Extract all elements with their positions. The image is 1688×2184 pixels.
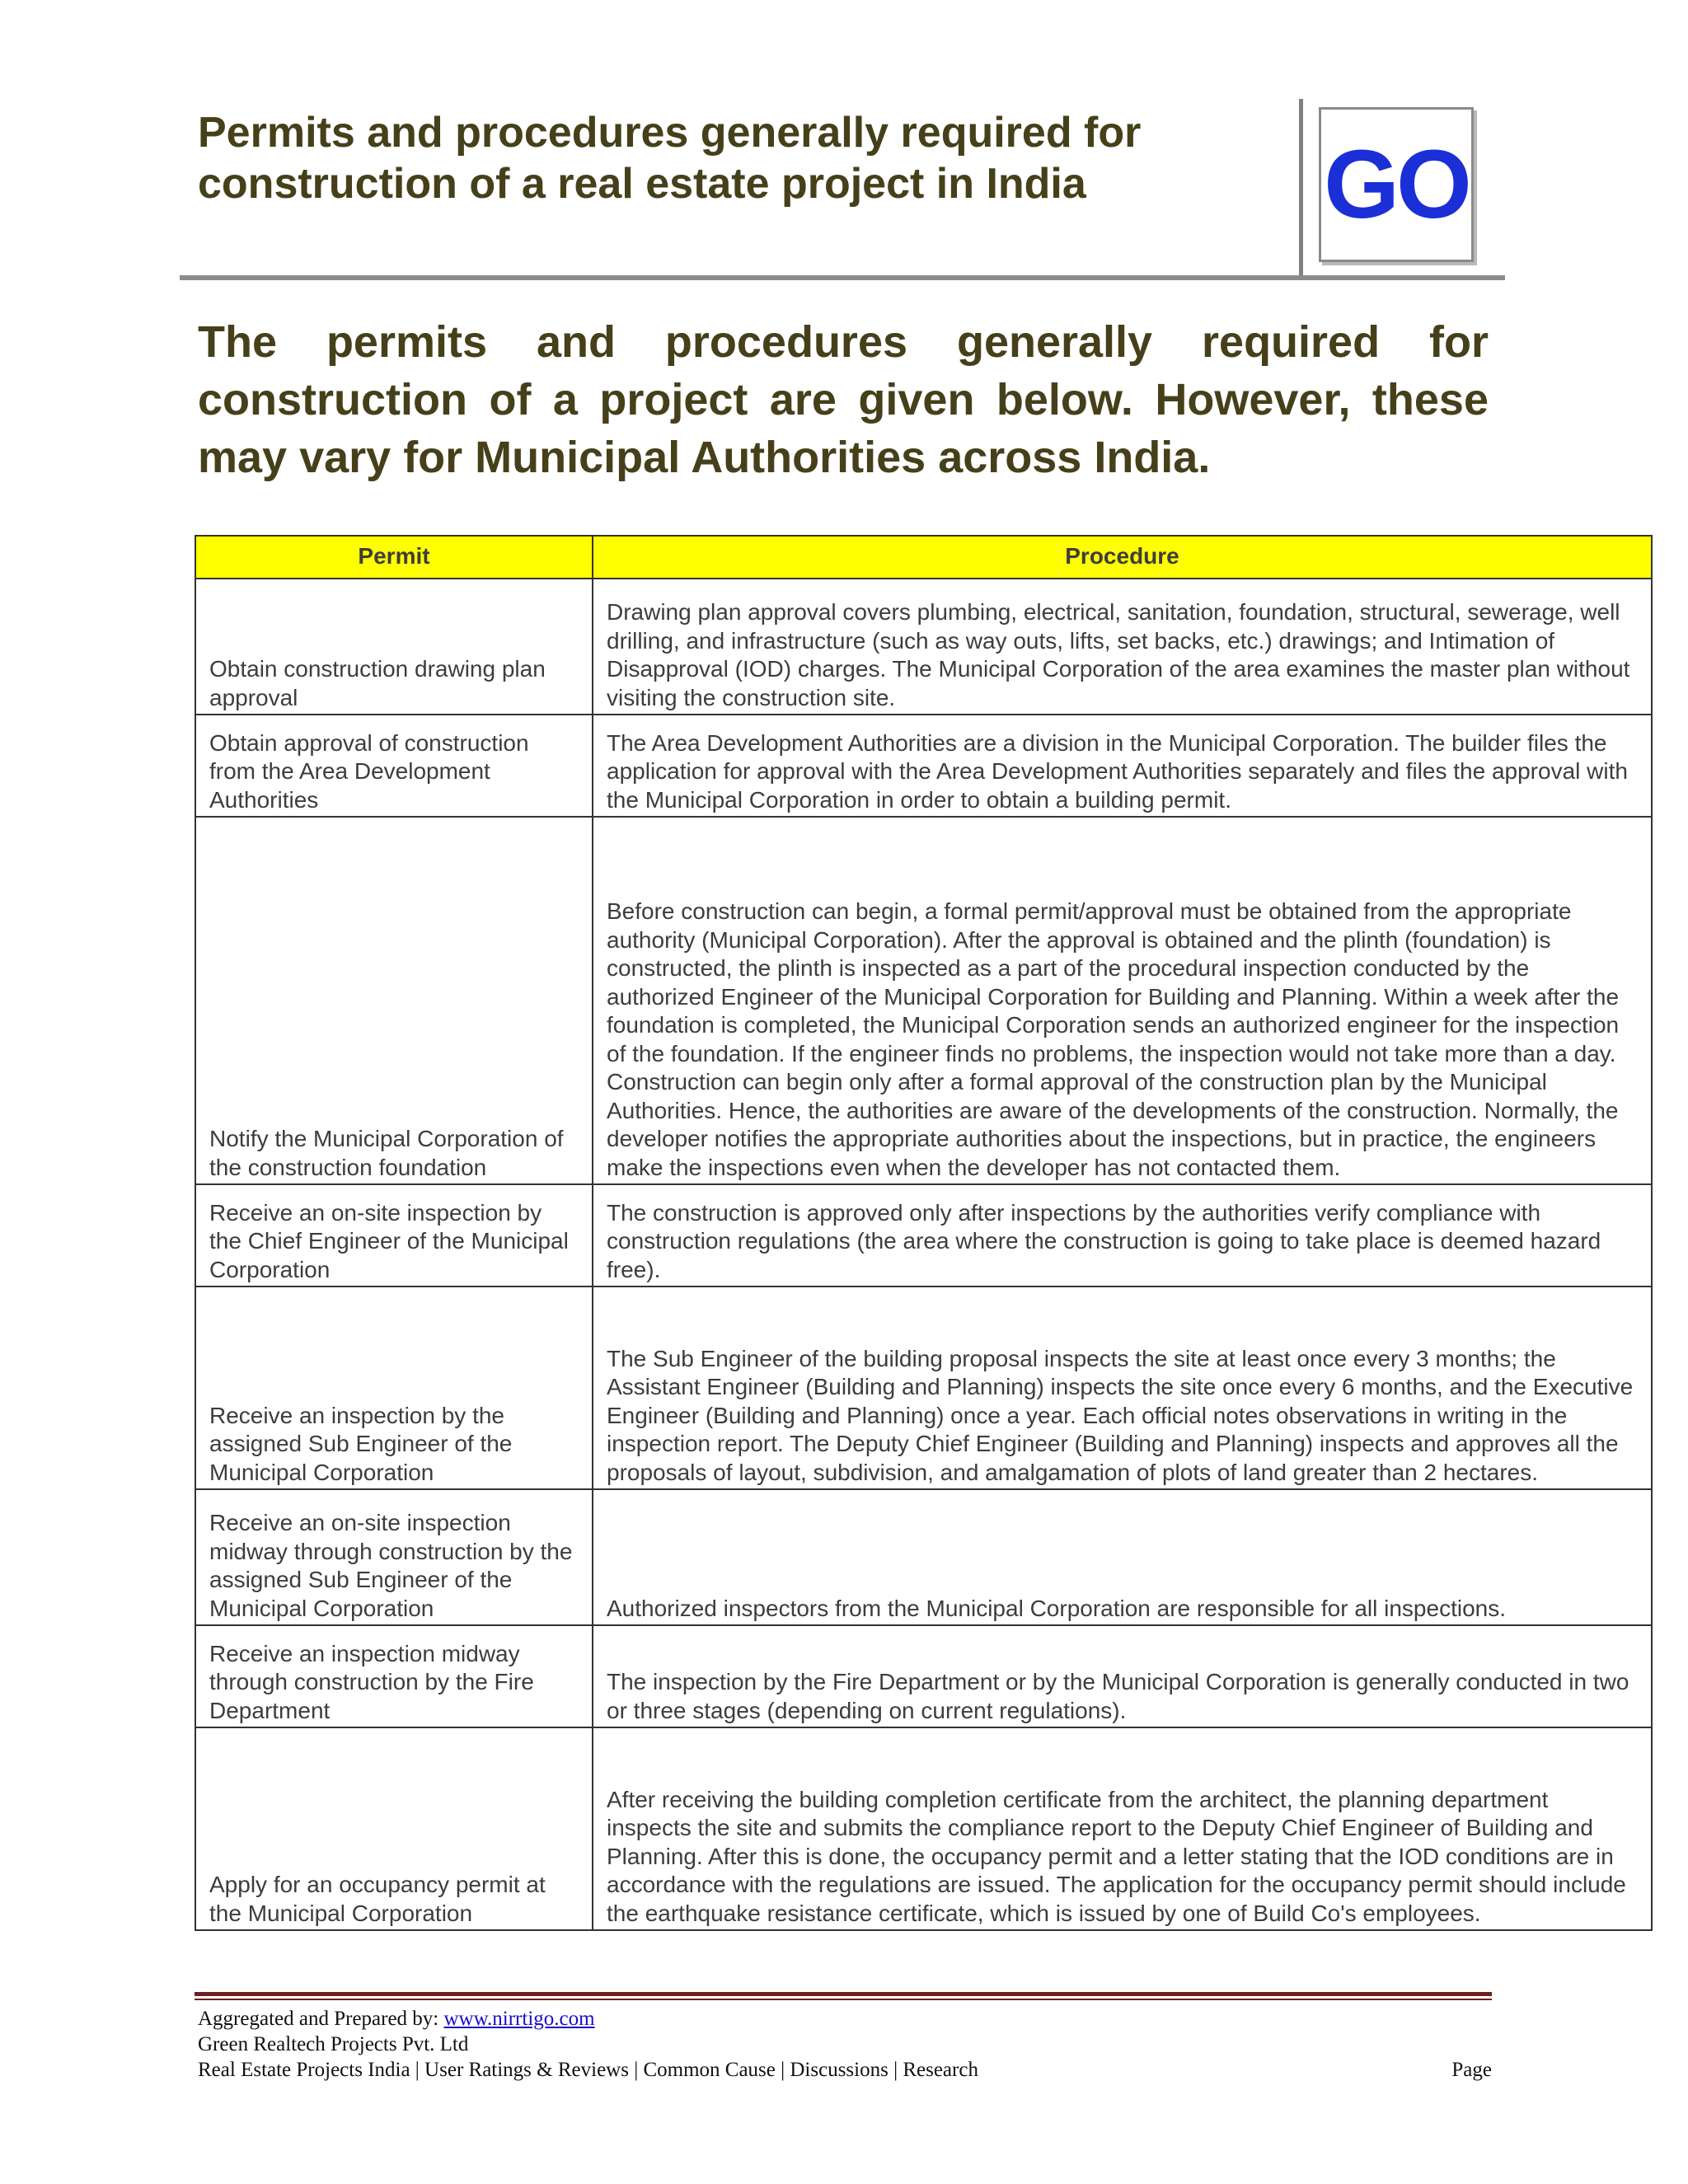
permit-cell: Receive an inspection by the assigned Sub Engineer of the Municipal Corporation: [195, 1286, 593, 1489]
procedure-cell: After receiving the building completion certificate from the architect, the planning department inspects the site and submits the compliance report to the Deputy Chief Engineer of Building and Planning. After this is done, the occupancy permit and a letter stating that the IOD conditions are in accordance with the regulations are issued. The application for the occupancy permit should include the earthquake resistance certificate, which is issued by one of Build Co's employees.: [593, 1727, 1652, 1930]
table-row: [195, 1286, 1652, 1489]
column-header-permit: Permit: [195, 536, 593, 579]
go-logo: [1319, 107, 1474, 262]
procedure-cell: The inspection by the Fire Department or by the Municipal Corporation is generally conducted in two or three stages (depending on current regulations).: [593, 1625, 1652, 1727]
table-row: [195, 715, 1652, 817]
table-row: [195, 1184, 1652, 1286]
header-rule: [180, 275, 1505, 280]
permit-cell: Receive an on-site inspection by the Chief Engineer of the Municipal Corporation: [195, 1184, 593, 1286]
title-line-2: construction of a real estate project in India: [198, 160, 1086, 208]
footer-prepared-by: [198, 2006, 1492, 2032]
permit-cell: Receive an on-site inspection midway through construction by the assigned Sub Engineer of the Municipal Corporation: [195, 1489, 593, 1625]
permit-cell: Notify the Municipal Corporation of the construction foundation: [195, 817, 593, 1184]
procedure-cell: The Area Development Authorities are a division in the Municipal Corporation. The builder files the application for approval with the Area Development Authorities separately and files the approval with the Municipal Corporation in order to obtain a building permit.: [593, 715, 1652, 817]
table-row: [195, 579, 1652, 715]
logo-text: GO: [1324, 130, 1469, 239]
page-footer: [198, 2006, 1492, 2083]
procedure-cell: The construction is approved only after inspections by the authorities verify compliance with construction regulations (the area where the construction is going to take place is deemed hazard free).: [593, 1184, 1652, 1286]
footer-company: Green Realtech Projects Pvt. Ltd: [198, 2033, 469, 2055]
procedure-cell: The Sub Engineer of the building proposal inspects the site at least once every 3 months; the Assistant Engineer (Building and Planning) inspects the site once every 6 months, and the Executive Engineer (Building and Planning) once a year. Each official notes observations in writing in the inspection report. The Deputy Chief Engineer (Building and Planning) inspects and approves all the proposals of layout, subdivision, and amalgamation of plots of land greater than 2 hectares.: [593, 1286, 1652, 1489]
permit-cell: Obtain approval of construction from the Area Development Authorities: [195, 715, 593, 817]
prepared-by-label: Aggregated and Prepared by:: [198, 2008, 444, 2030]
header-divider: [1299, 99, 1303, 276]
table-row: [195, 1489, 1652, 1625]
footer-rule-thin: [195, 1999, 1492, 2000]
intro-paragraph: The permits and procedures generally required for construction of a project are given below. However, these may vary for Municipal Authorities across India.: [198, 317, 1489, 482]
permit-cell: Apply for an occupancy permit at the Municipal Corporation: [195, 1727, 593, 1930]
permit-cell: Obtain construction drawing plan approval: [195, 579, 593, 715]
footer-rule: [195, 1992, 1492, 1996]
title-line-1: Permits and procedures generally required for: [198, 109, 1142, 157]
procedure-cell: Before construction can begin, a formal permit/approval must be obtained from the appropriate authority (Municipal Corporation). After the approval is obtained and the plinth (foundation) is constructed, the plinth is inspected as a part of the procedural inspection conducted by the authorized Engineer of the Municipal Corporation for Building and Planning. Within a week after the foundation is completed, the Municipal Corporation sends an authorized engineer for the inspection of the foundation. If the engineer finds no problems, the inspection would not take more than a day. Construction can begin only after a formal approval of the construction plan by the Municipal Authorities. Hence, the authorities are aware of the developments of the construction. Normally, the developer notifies the appropriate authorities about the inspections, but in practice, the engineers make the inspections even when the developer has not contacted them.: [593, 817, 1652, 1184]
footer-nav: Real Estate Projects India | User Ratings & Reviews | Common Cause | Discussions | Research: [198, 2059, 978, 2081]
table-row: [195, 1727, 1652, 1930]
table-row: [195, 1625, 1652, 1727]
permit-cell: Receive an inspection midway through construction by the Fire Department: [195, 1625, 593, 1727]
website-link[interactable]: www.nirrtigo.com: [443, 2008, 595, 2030]
document-title: [198, 107, 1253, 209]
footer-page-label: Page: [1451, 2059, 1492, 2081]
table-header-row: [195, 536, 1652, 579]
procedure-cell: Drawing plan approval covers plumbing, electrical, sanitation, foundation, structural, sewerage, well drilling, and infrastructure (such as way outs, lifts, set backs, etc.) drawings; and Intimation of Disapproval (IOD) charges. The Municipal Corporation of the area examines the master plan without visiting the construction site.: [593, 579, 1652, 715]
procedure-cell: Authorized inspectors from the Municipal Corporation are responsible for all inspections.: [593, 1489, 1652, 1625]
permits-table: [195, 535, 1653, 1931]
table-row: [195, 817, 1652, 1184]
column-header-procedure: Procedure: [593, 536, 1652, 579]
